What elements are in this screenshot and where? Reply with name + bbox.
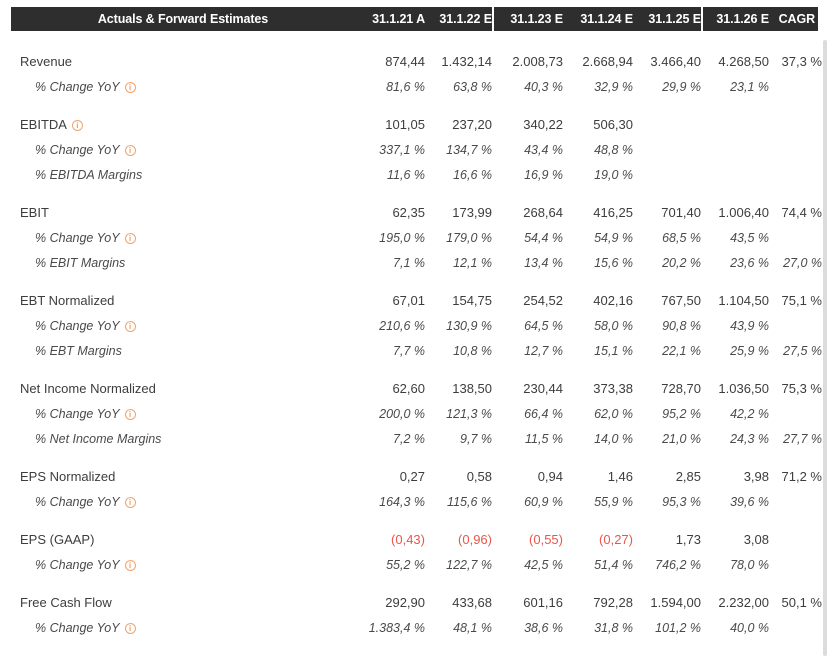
value-cell: 43,5 % (730, 230, 769, 245)
value-cell: 22,1 % (662, 343, 701, 358)
table-row (10, 288, 822, 313)
value-cell: 0,58 (466, 469, 492, 484)
row-label: EBIT (20, 205, 49, 220)
value-cell: 792,28 (593, 595, 633, 610)
value-cell: 15,6 % (594, 255, 633, 270)
value-cell: 12,7 % (524, 343, 563, 358)
value-cell: 66,4 % (524, 406, 563, 421)
value-cell: 7,1 % (393, 255, 425, 270)
value-cell: 81,6 % (386, 79, 425, 94)
value-cell: 43,9 % (730, 318, 769, 333)
value-cell: 237,20 (452, 117, 492, 132)
value-cell: (0,96) (458, 532, 492, 547)
value-cell: 55,9 % (594, 494, 633, 509)
value-cell: 90,8 % (662, 318, 701, 333)
value-cell: 48,8 % (594, 142, 633, 157)
metric-group (10, 200, 822, 275)
value-cell: 115,6 % (447, 494, 492, 509)
value-cell: 63,8 % (453, 79, 492, 94)
value-cell: 7,2 % (393, 431, 425, 446)
value-cell: 19,0 % (594, 167, 633, 182)
table-row (10, 527, 822, 552)
value-cell: 2,85 (675, 469, 701, 484)
row-label: EBITDA (20, 117, 67, 132)
value-cell: 39,6 % (730, 494, 769, 509)
row-label: % Change YoY (35, 406, 120, 421)
column-header: 31.1.24 E (580, 12, 633, 26)
table-row (10, 489, 822, 514)
row-label-cell (10, 319, 355, 333)
info-icon[interactable]: i (125, 409, 136, 420)
value-cell: 402,16 (593, 293, 633, 308)
value-cell: 601,16 (523, 595, 563, 610)
value-cell: 50,1 % (781, 595, 822, 610)
metric-group (10, 376, 822, 451)
table-row (10, 552, 822, 577)
value-cell: 15,1 % (594, 343, 633, 358)
value-cell: 3,98 (743, 469, 769, 484)
info-icon[interactable]: i (125, 623, 136, 634)
value-cell: 64,5 % (524, 318, 563, 333)
value-cell: 27,5 % (783, 343, 822, 358)
row-label-cell (10, 532, 355, 547)
value-cell: 31,8 % (594, 620, 633, 635)
row-label-cell (10, 595, 355, 610)
row-label-cell (10, 558, 355, 572)
table-row (10, 200, 822, 225)
row-label: % Change YoY (35, 230, 120, 245)
value-cell: 40,0 % (730, 620, 769, 635)
row-label-cell (10, 407, 355, 421)
table-row (10, 376, 822, 401)
value-cell: 728,70 (661, 381, 701, 396)
row-label: % Change YoY (35, 79, 120, 94)
value-cell: 27,7 % (783, 431, 822, 446)
value-cell: 292,90 (385, 595, 425, 610)
value-cell: 767,50 (661, 293, 701, 308)
table-row (10, 162, 822, 187)
table-row (10, 250, 822, 275)
value-cell: 37,3 % (781, 54, 822, 69)
value-cell: 71,2 % (781, 469, 822, 484)
table-row (10, 590, 822, 615)
value-cell: 75,3 % (781, 381, 822, 396)
value-cell: 23,6 % (730, 255, 769, 270)
row-label: % Change YoY (35, 494, 120, 509)
table-row (10, 49, 822, 74)
value-cell: 20,2 % (662, 255, 701, 270)
column-header: 31.1.25 E (648, 12, 701, 26)
column-header: 31.1.22 E (439, 12, 492, 26)
value-cell: 67,01 (392, 293, 425, 308)
value-cell: 38,6 % (524, 620, 563, 635)
value-cell: 54,4 % (524, 230, 563, 245)
value-cell: 1,46 (607, 469, 633, 484)
value-cell: 230,44 (523, 381, 563, 396)
row-label-cell (10, 344, 355, 358)
table-row (10, 464, 822, 489)
info-icon[interactable]: i (72, 120, 83, 131)
row-label: % Change YoY (35, 557, 120, 572)
value-cell: 1.006,40 (718, 205, 769, 220)
value-cell: 130,9 % (446, 318, 492, 333)
value-cell: 200,0 % (379, 406, 425, 421)
column-header: 31.1.26 E (701, 7, 769, 31)
value-cell: 9,7 % (460, 431, 492, 446)
value-cell: 254,52 (523, 293, 563, 308)
info-icon[interactable]: i (125, 321, 136, 332)
value-cell: 27,0 % (783, 255, 822, 270)
value-cell: 3.466,40 (650, 54, 701, 69)
value-cell: 62,35 (392, 205, 425, 220)
table-row (10, 225, 822, 250)
row-label: Revenue (20, 54, 73, 69)
value-cell: 340,22 (523, 117, 563, 132)
row-label: % EBITDA Margins (35, 167, 143, 182)
value-cell: 433,68 (452, 595, 492, 610)
value-cell: 101,05 (385, 117, 425, 132)
metric-group (10, 464, 822, 514)
value-cell: 54,9 % (594, 230, 633, 245)
row-label: EBT Normalized (20, 293, 115, 308)
value-cell: 2.668,94 (582, 54, 633, 69)
value-cell: 0,94 (537, 469, 563, 484)
value-cell: 11,5 % (525, 431, 563, 446)
value-cell: 1.383,4 % (368, 620, 425, 635)
row-label-cell (10, 495, 355, 509)
row-label-cell (10, 54, 355, 69)
row-label: % Net Income Margins (35, 431, 162, 446)
value-cell: (0,55) (529, 532, 563, 547)
value-cell: 268,64 (523, 205, 563, 220)
value-cell: 62,60 (392, 381, 425, 396)
table-row (10, 401, 822, 426)
row-label: % Change YoY (35, 620, 120, 635)
row-label-cell (10, 231, 355, 245)
row-label: % Change YoY (35, 142, 120, 157)
value-cell: 23,1 % (730, 79, 769, 94)
row-label-cell (10, 168, 355, 182)
info-icon[interactable]: i (125, 560, 136, 571)
value-cell: 154,75 (452, 293, 492, 308)
value-cell: 62,0 % (594, 406, 633, 421)
value-cell: 43,4 % (524, 142, 563, 157)
value-cell: 95,3 % (662, 494, 701, 509)
value-cell: 14,0 % (594, 431, 633, 446)
info-icon[interactable]: i (125, 497, 136, 508)
value-cell: 16,9 % (524, 167, 563, 182)
value-cell: 75,1 % (781, 293, 822, 308)
value-cell: 7,7 % (393, 343, 425, 358)
metric-group (10, 49, 822, 99)
value-cell: 51,4 % (594, 557, 633, 572)
value-cell: 58,0 % (594, 318, 633, 333)
value-cell: 55,2 % (386, 557, 425, 572)
value-cell: 16,6 % (453, 167, 492, 182)
vertical-scrollbar[interactable] (823, 40, 827, 656)
value-cell: 29,9 % (662, 79, 701, 94)
value-cell: 173,99 (452, 205, 492, 220)
value-cell: 506,30 (593, 117, 633, 132)
value-cell: 134,7 % (446, 142, 492, 157)
value-cell: 2.008,73 (512, 54, 563, 69)
value-cell: 2.232,00 (718, 595, 769, 610)
row-label: EPS (GAAP) (20, 532, 95, 547)
metric-group (10, 288, 822, 363)
value-cell: 746,2 % (655, 557, 701, 572)
table-row (10, 338, 822, 363)
row-label: EPS Normalized (20, 469, 116, 484)
value-cell: (0,27) (599, 532, 633, 547)
value-cell: 78,0 % (730, 557, 769, 572)
table-row (10, 615, 822, 640)
value-cell: 874,44 (385, 54, 425, 69)
value-cell: 10,8 % (453, 343, 492, 358)
value-cell: 3,08 (743, 532, 769, 547)
value-cell: 416,25 (593, 205, 633, 220)
column-header: 31.1.23 E (492, 7, 563, 31)
column-header: 31.1.21 A (372, 12, 425, 26)
value-cell: 1.104,50 (718, 293, 769, 308)
table-header (11, 7, 818, 31)
info-icon[interactable]: i (125, 82, 136, 93)
value-cell: 25,9 % (730, 343, 769, 358)
value-cell: 122,7 % (446, 557, 492, 572)
info-icon[interactable]: i (125, 233, 136, 244)
value-cell: 42,2 % (730, 406, 769, 421)
row-label: % EBIT Margins (35, 255, 126, 270)
value-cell: 60,9 % (524, 494, 563, 509)
table-row (10, 74, 822, 99)
column-header: CAGR (778, 12, 815, 26)
value-cell: 13,4 % (524, 255, 563, 270)
value-cell: 68,5 % (662, 230, 701, 245)
value-cell: 337,1 % (379, 142, 425, 157)
value-cell: 24,3 % (730, 431, 769, 446)
table-body (0, 31, 822, 640)
value-cell: 1.432,14 (441, 54, 492, 69)
metric-group (10, 527, 822, 577)
value-cell: 1.594,00 (650, 595, 701, 610)
table-title: Actuals & Forward Estimates (97, 12, 269, 26)
value-cell: 4.268,50 (718, 54, 769, 69)
table-row (10, 313, 822, 338)
value-cell: 164,3 % (379, 494, 425, 509)
value-cell: (0,43) (391, 532, 425, 547)
value-cell: 138,50 (452, 381, 492, 396)
value-cell: 48,1 % (453, 620, 492, 635)
value-cell: 40,3 % (524, 79, 563, 94)
value-cell: 74,4 % (781, 205, 822, 220)
value-cell: 101,2 % (655, 620, 701, 635)
value-cell: 0,27 (399, 469, 425, 484)
value-cell: 12,1 % (453, 255, 492, 270)
value-cell: 42,5 % (524, 557, 563, 572)
row-label: % EBT Margins (35, 343, 122, 358)
value-cell: 179,0 % (446, 230, 492, 245)
row-label-cell (10, 381, 355, 396)
row-label-cell (10, 256, 355, 270)
metric-group (10, 112, 822, 187)
row-label-cell (10, 205, 355, 220)
value-cell: 32,9 % (594, 79, 633, 94)
value-cell: 121,3 % (446, 406, 492, 421)
row-label: % Change YoY (35, 318, 120, 333)
value-cell: 11,6 % (387, 167, 425, 182)
row-label-cell (10, 621, 355, 635)
row-label-cell (10, 80, 355, 94)
row-label-cell (10, 293, 355, 308)
table-row (10, 426, 822, 451)
row-label-cell (10, 432, 355, 446)
value-cell: 195,0 % (379, 230, 425, 245)
row-label-cell (10, 117, 355, 132)
value-cell: 373,38 (593, 381, 633, 396)
row-label-cell (10, 143, 355, 157)
metric-group (10, 590, 822, 640)
row-label-cell (10, 469, 355, 484)
value-cell: 21,0 % (662, 431, 701, 446)
value-cell: 210,6 % (379, 318, 425, 333)
value-cell: 1,73 (675, 532, 701, 547)
row-label: Net Income Normalized (20, 381, 156, 396)
value-cell: 701,40 (661, 205, 701, 220)
table-row (10, 137, 822, 162)
info-icon[interactable]: i (125, 145, 136, 156)
table-row (10, 112, 822, 137)
actuals-forward-estimates-table (0, 7, 830, 656)
row-label: Free Cash Flow (20, 595, 112, 610)
value-cell: 95,2 % (662, 406, 701, 421)
value-cell: 1.036,50 (718, 381, 769, 396)
